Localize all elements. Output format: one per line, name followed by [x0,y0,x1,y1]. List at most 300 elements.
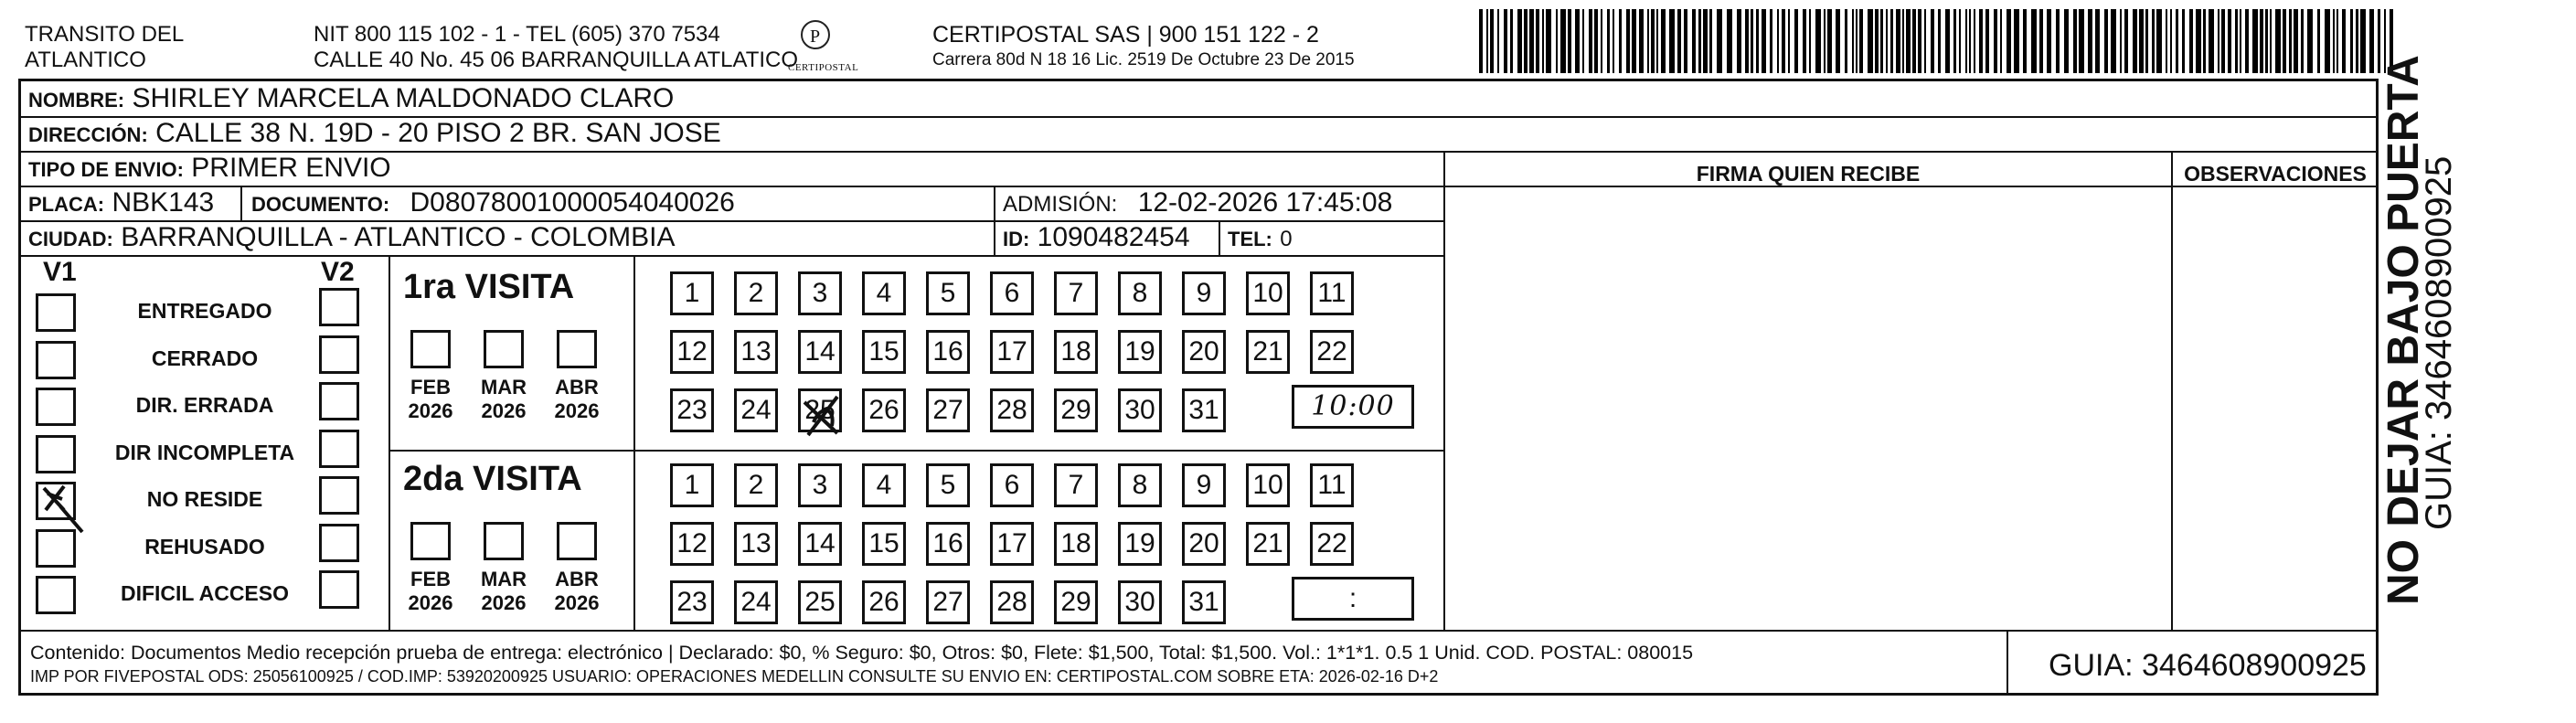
day-number: 13 [740,528,772,558]
second-visit-day-21[interactable] [1246,522,1290,566]
plate-label: PLACA: [28,193,105,216]
day-number: 5 [940,278,956,308]
barcode-bar [2252,9,2258,73]
first-visit-day-26[interactable] [862,388,906,432]
barcode-bar [2240,9,2241,73]
barcode-bar [1969,9,1971,73]
day-number: 22 [1316,336,1347,367]
barcode-bar [1717,9,1722,73]
barcode-bar [2360,9,2366,73]
month-year: 2026 [481,399,527,422]
barcode-bar [1601,9,1602,73]
month-name: FEB [410,568,451,590]
second-visit-day-22[interactable] [1310,522,1354,566]
month-checkbox[interactable] [557,330,597,368]
first-visit-day-16[interactable] [926,330,970,374]
barcode-bar [2283,9,2286,73]
address-row [28,118,721,151]
first-visit-time-field[interactable] [1292,385,1414,429]
day-number: 8 [1132,470,1148,500]
barcode-bar [1607,9,1610,73]
second-visit-day-17[interactable] [990,522,1034,566]
barcode-bar [1938,9,1941,73]
second-visit-day-29[interactable] [1054,580,1098,624]
barcode-bar [1745,9,1749,73]
barcode-bar [1479,9,1483,73]
v2-checkbox[interactable] [319,430,359,468]
barcode-bar [2209,9,2214,73]
handwritten-cross-mark-icon [795,386,850,441]
month-label [476,376,531,423]
day-number: 30 [1124,395,1155,425]
barcode-bar [2104,9,2108,73]
shipping-type-row [28,153,391,186]
barcode-bar [1703,9,1708,73]
second-visit-day-12[interactable] [670,522,714,566]
day-number: 11 [1317,278,1347,308]
barcode-bar [1836,9,1840,73]
v2-checkbox[interactable] [319,335,359,374]
day-number: 21 [1252,336,1283,367]
second-visit-day-14[interactable] [798,522,842,566]
day-number: 27 [932,395,963,425]
first-visit-day-27[interactable] [926,388,970,432]
barcode-bar [1517,9,1522,73]
barcode-bar [1497,9,1499,73]
barcode-bar [1965,9,1967,73]
first-visit-day-6[interactable] [990,271,1034,315]
barcode-bar [2333,9,2335,73]
barcode-bar [2350,9,2353,73]
day-number: 1 [684,278,700,308]
first-visit-day-1[interactable] [670,271,714,315]
second-visit-day-24[interactable] [734,580,778,624]
day-number: 16 [932,528,963,558]
day-number: 16 [932,336,963,367]
barcode-bar [1924,9,1926,73]
barcode-bar [1632,9,1636,73]
first-visit-day-10[interactable] [1246,271,1290,315]
barcode-bar [2111,9,2116,73]
tel-label: TEL: [1228,228,1272,250]
barcode-bar [1669,9,1675,73]
barcode-bar [2124,9,2128,73]
sender-line-2: ATLANTICO [25,48,146,72]
day-number: 24 [740,395,772,425]
barcode-bar [2047,9,2051,73]
second-visit-day-18[interactable] [1054,522,1098,566]
handwritten-time: 10:00 [1311,390,1395,422]
status-label: CERRADO [151,346,259,370]
barcode-bar [1875,9,1879,73]
v2-checkbox[interactable] [319,570,359,609]
barcode-bar [1896,9,1900,73]
barcode-bar [1575,9,1580,73]
first-visit-day-8[interactable] [1118,271,1162,315]
first-visit-day-5[interactable] [926,271,970,315]
barcode-bar [2260,9,2263,73]
barcode-bar [2336,9,2338,73]
first-visit-day-24[interactable] [734,388,778,432]
barcode-bar [1504,9,1507,73]
address-label: DIRECCIÓN: [28,123,148,146]
first-visit-day-15[interactable] [862,330,906,374]
month-checkbox[interactable] [557,522,597,560]
signature-header: FIRMA QUIEN RECIBE [1696,162,1921,186]
barcode-bar [2218,9,2219,73]
v2-checkbox[interactable] [319,476,359,515]
first-visit-day-13[interactable] [734,330,778,374]
barcode-bar [1692,9,1696,73]
day-number: 17 [996,528,1027,558]
v2-checkbox[interactable] [319,524,359,562]
second-visit-day-4[interactable] [862,463,906,507]
tel-value: 0 [1280,227,1293,251]
month-name: FEB [410,376,451,399]
v1-checkbox[interactable] [36,435,76,473]
month-label [403,568,458,615]
time-placeholder: : [1348,583,1357,613]
barcode-bar [2145,9,2148,73]
day-number: 20 [1188,336,1219,367]
day-number: 12 [676,528,708,558]
day-number: 6 [1004,278,1020,308]
day-number: 4 [876,470,892,500]
second-visit-day-15[interactable] [862,522,906,566]
second-visit-day-2[interactable] [734,463,778,507]
day-number: 21 [1252,528,1283,558]
signature-area[interactable] [1447,187,2169,628]
v1-checkbox[interactable] [36,388,76,426]
second-visit-title: 2da VISITA [403,460,582,498]
barcode-bar [1859,9,1863,73]
first-visit-day-17[interactable] [990,330,1034,374]
barcode-bar [2228,9,2231,73]
second-visit-day-8[interactable] [1118,463,1162,507]
courier-name: CERTIPOSTAL SAS | 900 151 122 - 2 [932,22,1319,48]
barcode-bar [1794,9,1798,73]
barcode-bar [2176,9,2178,73]
barcode-bar [2265,9,2268,73]
admission-label: ADMISIÓN: [1003,192,1118,217]
day-number: 1 [684,470,700,500]
month-label [549,376,604,423]
first-visit-day-19[interactable] [1118,330,1162,374]
first-visit-day-21[interactable] [1246,330,1290,374]
second-visit-day-16[interactable] [926,522,970,566]
second-visit-day-31[interactable] [1182,580,1226,624]
second-visit-day-7[interactable] [1054,463,1098,507]
barcode-bar [1582,9,1584,73]
barcode-bar [2307,9,2313,73]
month-checkbox[interactable] [484,330,524,368]
sender-nit-block [314,22,798,73]
day-number: 5 [940,470,956,500]
barcode-bar [1852,9,1854,73]
day-number: 12 [676,336,708,367]
barcode-bar [1886,9,1888,73]
first-visit-day-2[interactable] [734,271,778,315]
barcode-bar [1931,9,1934,73]
barcode-bar [1868,9,1873,73]
barcode-bar [2120,9,2122,73]
second-visit-day-27[interactable] [926,580,970,624]
month-year: 2026 [408,399,453,422]
v2-checkbox[interactable] [319,382,359,420]
barcode-bar [2079,9,2084,73]
barcode-bar [2270,9,2272,73]
day-number: 11 [1317,470,1347,500]
second-visit-day-6[interactable] [990,463,1034,507]
handwritten-check-mark-icon [37,479,91,534]
document-label: DOCUMENTO: [251,193,390,216]
month-checkbox[interactable] [410,522,451,560]
barcode-bar [1709,9,1712,73]
id-label: ID: [1003,228,1030,250]
day-number: 22 [1316,528,1347,558]
first-visit-day-9[interactable] [1182,271,1226,315]
barcode-bar [2196,9,2201,73]
day-number: 29 [1060,395,1091,425]
barcode-bar [2301,9,2304,73]
v2-label: V2 [321,257,355,287]
barcode-bar [1845,9,1847,73]
barcode-bar [1560,9,1566,73]
barcode-bar [1656,9,1658,73]
barcode-bar [1647,9,1649,73]
first-visit-day-28[interactable] [990,388,1034,432]
logo-text: CERTIPOSTAL [788,62,859,73]
barcode-bar [1737,9,1741,73]
first-visit-day-7[interactable] [1054,271,1098,315]
day-number: 19 [1124,528,1155,558]
barcode-bar [2342,9,2346,73]
day-number: 3 [812,278,828,308]
barcode-bar [1727,9,1732,73]
barcode-bar [1782,9,1785,73]
barcode-bar [2170,9,2172,73]
barcode-bar [1529,9,1534,73]
second-visit-day-13[interactable] [734,522,778,566]
barcode-bar [1639,9,1644,73]
barcode-bar [2325,9,2330,73]
barcode-bar [1777,9,1779,73]
day-number: 10 [1252,470,1283,500]
barcode [1479,9,2393,73]
second-visit-day-3[interactable] [798,463,842,507]
second-visit-day-1[interactable] [670,463,714,507]
barcode-bar [1880,9,1883,73]
barcode-bar [1918,9,1921,73]
barcode-bar [2007,9,2011,73]
barcode-bar [1974,9,1975,73]
day-number: 3 [812,470,828,500]
barcode-bar [1542,9,1544,73]
second-visit-day-28[interactable] [990,580,1034,624]
day-number: 29 [1060,587,1091,617]
day-number: 30 [1124,587,1155,617]
second-visit-day-25[interactable] [798,580,842,624]
barcode-bar [2095,9,2100,73]
v1-checkbox[interactable] [36,482,76,520]
content-line-1: Contenido: Documentos Medio recepción prueba de entrega: electrónico | Declarado: $0, % Seguro: $0, Otros: $0, Flete: $1,500, Total: $1,500. Vol.: 1*1*1. 0.5 1 Unid. COD. POSTAL: 080015 [30,642,1694,664]
first-visit-day-14[interactable] [798,330,842,374]
barcode-bar [2139,9,2144,73]
barcode-bar [2156,9,2162,73]
barcode-bar [2369,9,2374,73]
barcode-bar [1684,9,1687,73]
v2-checkbox[interactable] [319,288,359,326]
first-visit-day-11[interactable] [1310,271,1354,315]
barcode-bar [2014,9,2019,73]
barcode-bar [1762,9,1766,73]
month-label [403,376,458,423]
barcode-bar [2073,9,2077,73]
first-visit-day-18[interactable] [1054,330,1098,374]
observations-area[interactable] [2175,187,2376,628]
day-number: 7 [1068,470,1084,500]
barcode-bar [2294,9,2298,73]
first-visit-day-23[interactable] [670,388,714,432]
id-cell [1003,222,1190,255]
day-number: 24 [740,587,772,617]
month-name: ABR [555,376,599,399]
barcode-bar [1661,9,1666,73]
first-visit-day-3[interactable] [798,271,842,315]
second-visit-day-10[interactable] [1246,463,1290,507]
barcode-bar [1651,9,1655,73]
v1-checkbox[interactable] [36,341,76,379]
day-number: 23 [676,587,708,617]
barcode-bar [1556,9,1558,73]
barcode-bar [1809,9,1811,73]
day-number: 26 [868,395,899,425]
second-visit-time-field[interactable] [1292,577,1414,621]
barcode-bar [2245,9,2249,73]
v1-checkbox[interactable] [36,576,76,614]
barcode-bar [1945,9,1950,73]
logo-mark-icon [801,20,830,49]
second-visit-day-23[interactable] [670,580,714,624]
second-visit-day-26[interactable] [862,580,906,624]
barcode-bar [2289,9,2292,73]
barcode-bar [1979,9,1983,73]
city-row [28,222,675,255]
sender-line-1: TRANSITO DEL [25,22,185,47]
recipient-name: SHIRLEY MARCELA MALDONADO CLARO [132,83,675,113]
barcode-bar [1698,9,1701,73]
first-visit-title: 1ra VISITA [403,268,575,306]
barcode-bar [1902,9,1904,73]
second-visit-day-5[interactable] [926,463,970,507]
day-number: 31 [1188,395,1219,425]
barcode-bar [1906,9,1911,73]
barcode-bar [1510,9,1513,73]
document-value: D08078001000054040026 [410,187,735,218]
barcode-bar [2275,9,2281,73]
barcode-bar [2189,9,2193,73]
second-visit-day-9[interactable] [1182,463,1226,507]
plate-row [28,187,214,220]
barcode-bar [2203,9,2206,73]
day-number: 18 [1060,528,1091,558]
first-visit-day-22[interactable] [1310,330,1354,374]
observations-header: OBSERVACIONES [2184,162,2367,186]
first-visit-day-4[interactable] [862,271,906,315]
v1-checkbox[interactable] [36,529,76,568]
barcode-bar [1890,9,1893,73]
second-visit-day-19[interactable] [1118,522,1162,566]
day-number: 13 [740,336,772,367]
first-visit-day-31[interactable] [1182,388,1226,432]
barcode-bar [2064,9,2069,73]
second-visit-day-20[interactable] [1182,522,1226,566]
barcode-bar [1589,9,1592,73]
barcode-bar [2356,9,2358,73]
id-value: 1090482454 [1037,222,1190,252]
day-number: 23 [676,395,708,425]
admission-cell [1003,187,1392,220]
barcode-bar [1524,9,1528,73]
second-visit-day-11[interactable] [1310,463,1354,507]
day-number: 20 [1188,528,1219,558]
do-not-leave-under-door-warning: NO DEJAR BAJO PUERTA [2379,55,2428,605]
day-number: 18 [1060,336,1091,367]
month-name: MAR [480,568,527,590]
barcode-bar [1546,9,1551,73]
month-year: 2026 [554,399,600,422]
month-checkbox[interactable] [484,522,524,560]
first-visit-day-20[interactable] [1182,330,1226,374]
month-label [476,568,531,615]
admission-value: 12-02-2026 17:45:08 [1137,187,1393,218]
barcode-bar [2152,9,2155,73]
sender-block [25,22,184,73]
courier-license: Carrera 80d N 18 16 Lic. 2519 De Octubre 23 De 2015 [932,50,1355,69]
day-number: 28 [996,395,1027,425]
day-number: 28 [996,587,1027,617]
barcode-bar [1994,9,1997,73]
v1-checkbox[interactable] [36,293,76,332]
barcode-bar [1613,9,1614,73]
barcode-bar [2166,9,2167,73]
guide-number: GUIA: 3464608900925 [2049,648,2367,683]
name-label: NOMBRE: [28,89,125,112]
nit-line: NIT 800 115 102 - 1 - TEL (605) 370 7534 [314,22,720,47]
plate-value: NBK143 [112,187,215,218]
barcode-bar [1770,9,1772,73]
day-number: 9 [1196,278,1212,308]
month-year: 2026 [408,591,453,614]
second-visit-day-30[interactable] [1118,580,1162,624]
first-visit-day-12[interactable] [670,330,714,374]
month-checkbox[interactable] [410,330,451,368]
first-visit-day-30[interactable] [1118,388,1162,432]
first-visit-day-29[interactable] [1054,388,1098,432]
month-label [549,568,604,615]
day-number: 25 [804,587,836,617]
first-visit-day-25[interactable] [798,388,842,432]
month-name: ABR [555,568,599,590]
day-number: 27 [932,587,963,617]
barcode-bar [1626,9,1630,73]
courier-block [932,22,1355,73]
barcode-bar [1486,9,1488,73]
barcode-bar [1677,9,1681,73]
barcode-bar [2039,9,2043,73]
day-number: 31 [1188,587,1219,617]
barcode-bar [1594,9,1598,73]
